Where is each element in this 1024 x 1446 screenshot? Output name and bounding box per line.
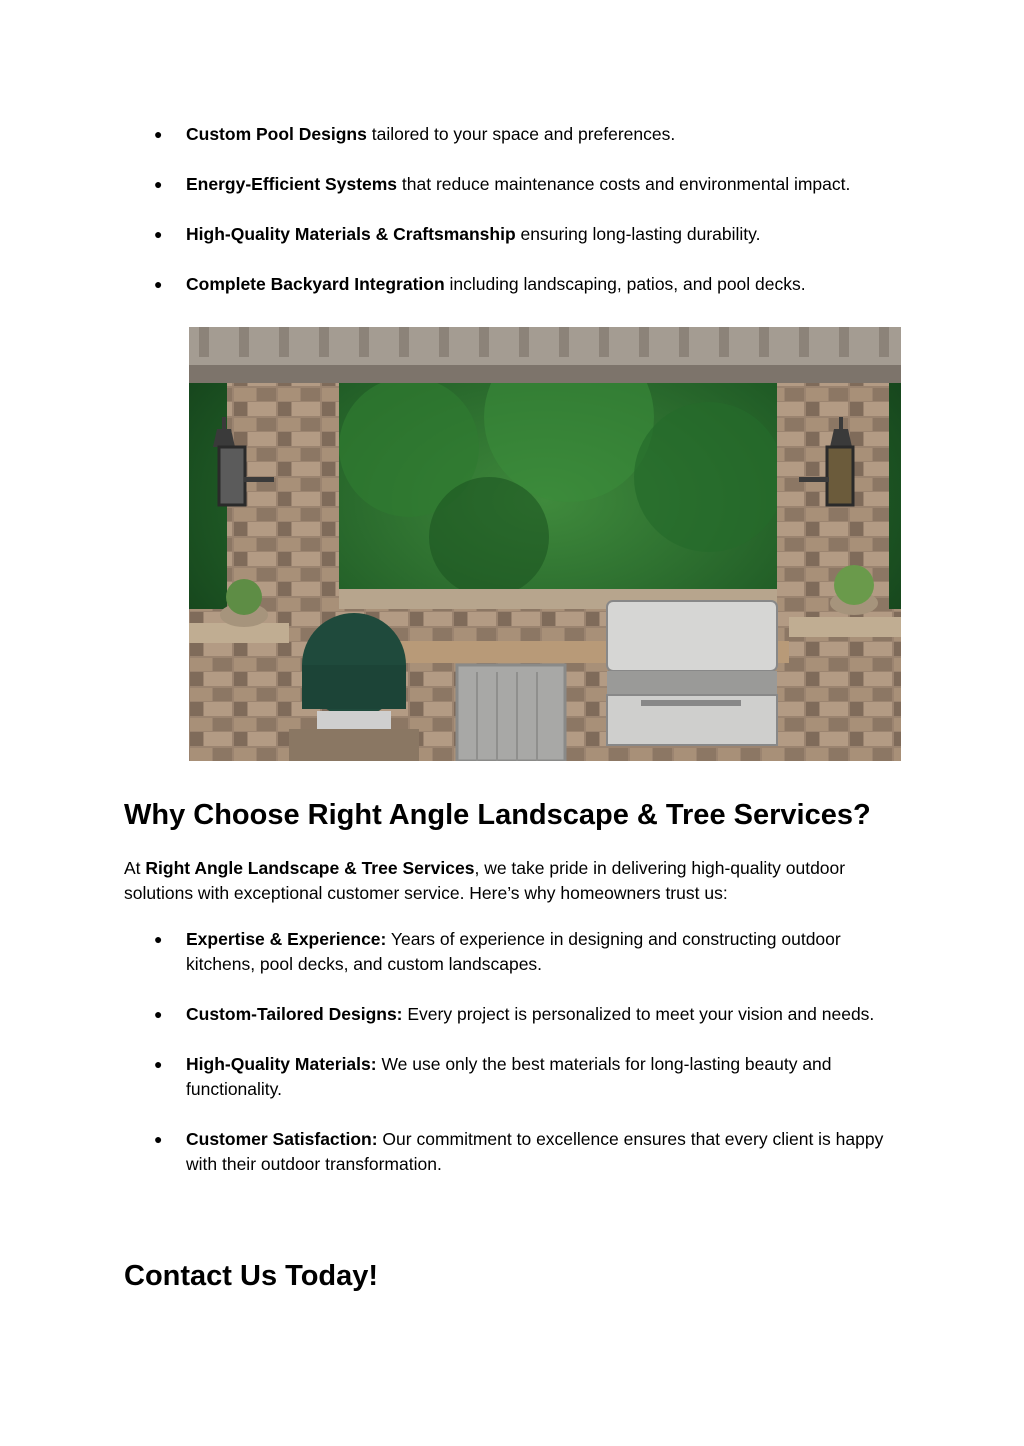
feature-title: Custom Pool Designs <box>186 124 367 144</box>
intro-prefix: At <box>124 858 146 878</box>
company-name: Right Angle Landscape & Tree Services <box>145 858 475 878</box>
reason-text: Years of experience in designing and constructing outdoor kitchens, pool decks, and custom landscapes. <box>186 929 841 974</box>
reason-title: Custom-Tailored Designs: <box>186 1004 403 1024</box>
reason-title: Expertise & Experience: <box>186 929 387 949</box>
list-item <box>124 222 904 247</box>
feature-text: that reduce maintenance costs and environmental impact. <box>397 174 851 194</box>
feature-text: ensuring long-lasting durability. <box>515 224 761 244</box>
why-heading: Why Choose Right Angle Landscape & Tree Services? <box>124 799 871 831</box>
reason-text: Our commitment to excellence ensures that every client is happy with their outdoor transformation. <box>186 1129 884 1174</box>
feature-title: Energy-Efficient Systems <box>186 174 398 194</box>
intro-suffix: , we take pride in delivering high-quality outdoor solutions with exceptional customer service. Here’s why homeowners trust us: <box>124 858 846 903</box>
why-list <box>124 927 904 1202</box>
list-item <box>124 1052 904 1102</box>
list-item <box>124 122 904 147</box>
list-item <box>124 272 904 297</box>
reason-text: Every project is personalized to meet your vision and needs. <box>402 1004 875 1024</box>
feature-title: Complete Backyard Integration <box>186 274 445 294</box>
features-list <box>124 122 904 322</box>
reason-title: Customer Satisfaction: <box>186 1129 378 1149</box>
list-item <box>124 1127 904 1177</box>
contact-heading: Contact Us Today! <box>124 1260 379 1292</box>
list-item <box>124 927 904 977</box>
why-intro <box>124 856 904 906</box>
reason-text: We use only the best materials for long-lasting beauty and functionality. <box>186 1054 832 1099</box>
feature-text: including landscaping, patios, and pool decks. <box>444 274 806 294</box>
feature-text: tailored to your space and preferences. <box>366 124 676 144</box>
feature-title: High-Quality Materials & Craftsmanship <box>186 224 516 244</box>
list-item <box>124 1002 904 1027</box>
outdoor-kitchen-photo <box>189 327 901 761</box>
reason-title: High-Quality Materials: <box>186 1054 377 1074</box>
list-item <box>124 172 904 197</box>
